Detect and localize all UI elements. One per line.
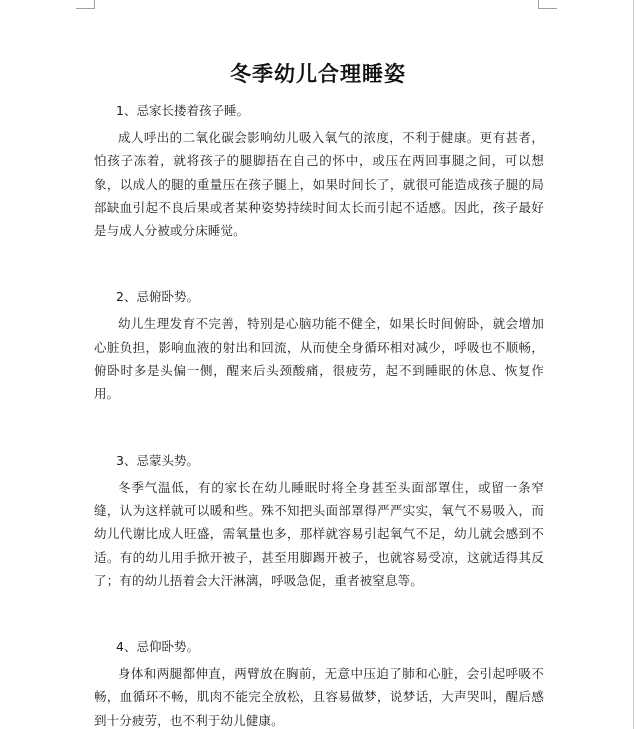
margin-corner-mark-right (538, 0, 557, 9)
section-heading: 2、忌俯卧势。 (116, 289, 199, 305)
section-heading: 4、忌仰卧势。 (116, 639, 199, 655)
margin-corner-mark-left (76, 0, 95, 9)
section-spacer (94, 406, 544, 449)
page-edge-line (633, 0, 634, 729)
section-paragraph: 幼儿生理发育不完善，特别是心脑功能不健全，如果长时间俯卧，就会增加心脏负担，影响血液的射出和回流，从而使全身循环相对减少，呼吸也不顺畅，俯卧时多是头偏一侧，醒来后头颈酸痛，很疲劳，起不到睡眠的休息、恢复作用。 (94, 316, 544, 402)
section-heading: 1、忌家长搂着孩子睡。 (116, 103, 249, 118)
section-spacer (94, 592, 544, 635)
document-title: 冬季幼儿合理睡姿 (230, 61, 406, 86)
section-paragraph: 冬季气温低，有的家长在幼儿睡眠时将全身甚至头面部罩住，或留一条窄缝，认为这样就可以暖和些。殊不知把头面部罩得严严实实，氧气不易吸入，而幼儿代谢比成人旺盛，需氧量也多，那样就容易引起氧气不足，幼儿就会感到不适。有的幼儿用手掀开被子，甚至用脚踢开被子，也就容易受凉，这就适得其反了；有的幼儿捂着会大汗淋漓，呼吸急促，重者被窒息等。 (94, 479, 544, 588)
section-heading: 3、忌蒙头势。 (116, 452, 199, 468)
section-paragraph: 成人呼出的二氧化碳会影响幼儿吸入氧气的浓度，不利于健康。更有甚者，怕孩子冻着，就将孩子的腿脚捂在自己的怀中，或压在两回事腿之间，可以想象，以成人的腿的重量压在孩子腿上，如果时间长了，就很可能造成孩子腿的局部缺血引起不良后果或者某种姿势持续时间太长而引起不适感。因此，孩子最好是与成人分被或分床睡觉。 (94, 130, 544, 239)
document-body (94, 99, 544, 729)
section-spacer (94, 242, 544, 285)
section-paragraph: 身体和两腿都伸直，两臂放在胸前，无意中压迫了肺和心脏，会引起呼吸不畅，血循环不畅，肌肉不能完全放松，且容易做梦，说梦话，大声哭叫，醒后感到十分疲劳，也不利于幼儿健康。 (94, 666, 544, 728)
